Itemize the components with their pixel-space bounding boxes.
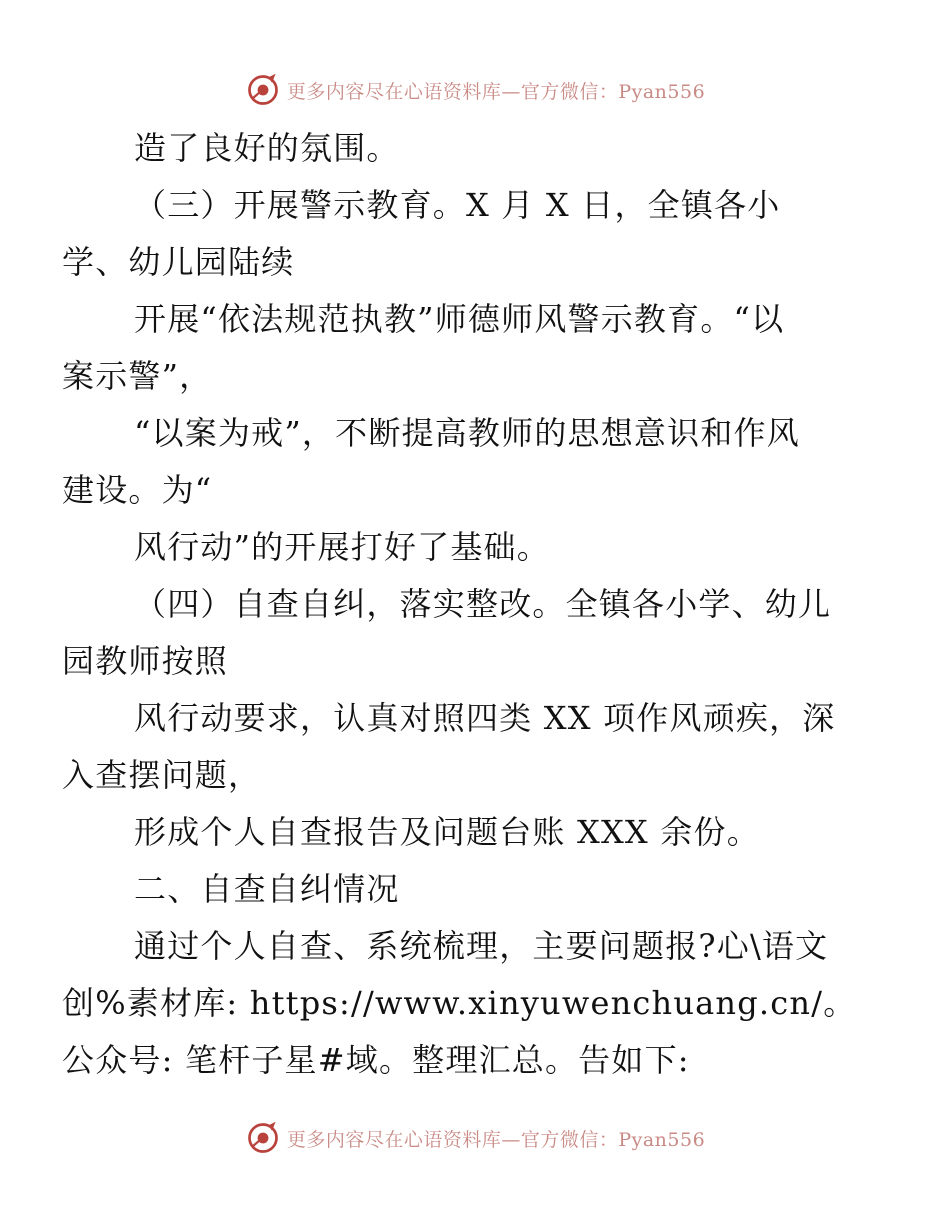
paragraph: 风行动”的开展打好了基础。 xyxy=(134,528,550,566)
paragraph: “以案为戒”，不断提高教师的思想意识和作风 建设。为“ xyxy=(62,414,800,509)
document-body xyxy=(62,120,857,1089)
paragraph: （三）开展警示教育。X 月 X 日，全镇各小 学、幼儿园陆续 xyxy=(62,186,781,281)
url-line: 创%素材库: https://www.xinyuwenchuang.cn/。 xyxy=(62,984,857,1022)
paragraph: 造了良好的氛围。 xyxy=(134,129,400,167)
section-heading: 二、自查自纠情况 xyxy=(134,870,400,908)
footer-watermark-banner xyxy=(0,1118,950,1158)
pen-logo-icon xyxy=(245,1120,281,1156)
paragraph: 形成个人自查报告及问题台账 XXX 余份。 xyxy=(134,813,760,851)
watermark-text: 更多内容尽在心语资料库—官方微信：Pyan556 xyxy=(286,1128,706,1151)
watermark-text: 更多内容尽在心语资料库—官方微信：Pyan556 xyxy=(286,80,706,103)
paragraph: 开展“依法规范执教”师德师风警示教育。“以 案示警”， xyxy=(62,300,785,395)
pen-logo-icon xyxy=(245,72,281,108)
paragraph: 风行动要求，认真对照四类 XX 项作风顽疾，深 入查摆问题， xyxy=(62,699,836,794)
paragraph: （四）自查自纠，落实整改。全镇各小学、幼儿 园教师按照 xyxy=(62,585,832,680)
header-watermark-banner xyxy=(0,70,950,110)
paragraph: 通过个人自查、系统梳理，主要问题报?心\语文 创%素材库: https://www.xinyuwenchuang.cn/。 公众号: 笔杆子星#域。整理汇总。告如下: xyxy=(62,927,857,1079)
